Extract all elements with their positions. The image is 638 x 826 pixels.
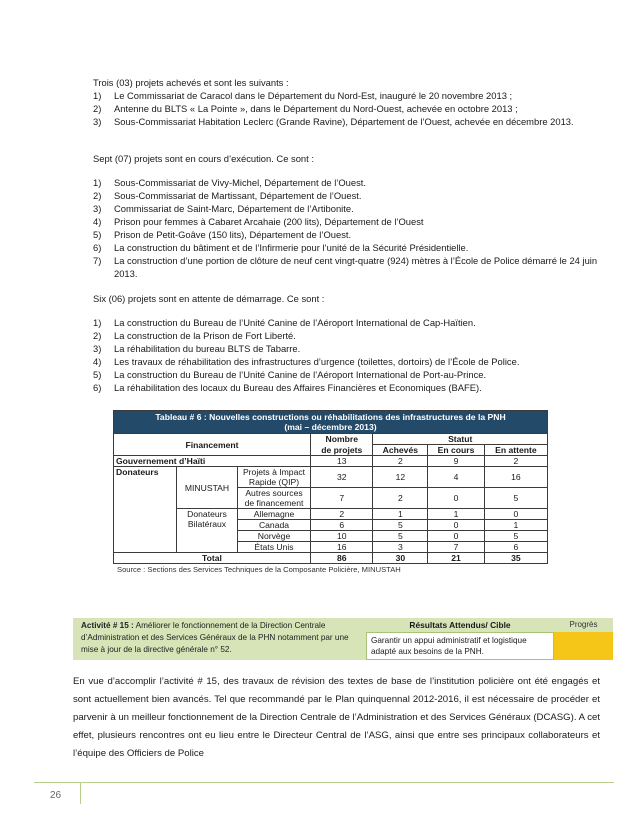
header-financement: Financement [114, 434, 311, 456]
table-cell: 7 [428, 542, 485, 553]
completed-projects-section [93, 76, 598, 128]
table-cell: 86 [311, 553, 373, 564]
table-subtitle: (mai – décembre 2013) [284, 422, 377, 432]
table-row [114, 509, 548, 520]
header-en-cours: En cours [428, 445, 485, 456]
table-6 [113, 410, 548, 574]
activity-description [73, 618, 366, 660]
progress-indicator [554, 632, 613, 660]
table-cell: 4 [428, 467, 485, 488]
table-row [114, 456, 548, 467]
table-cell: 1 [373, 509, 428, 520]
table-cell: 0 [428, 520, 485, 531]
table-cell: 1 [428, 509, 485, 520]
row-label: États Unis [238, 542, 311, 553]
table-cell: 2 [373, 488, 428, 509]
row-label: Projets à Impact Rapide (QIP) [238, 467, 311, 488]
table-cell: 30 [373, 553, 428, 564]
list-item: 3) Commissariat de Saint-Marc, Département de l’Artibonite. [93, 203, 354, 214]
pending-projects-section [93, 292, 598, 394]
total-label: Total [114, 553, 311, 564]
list-item: 5) La construction du Bureau de l’Unité Canine de l’Aéroport International de Port-au-Prince. [93, 369, 487, 380]
row-label: Donateurs Bilatéraux [177, 509, 238, 553]
completed-projects-intro: Trois (03) projets achevés et sont les suivants : [93, 77, 289, 88]
table-title-row [114, 411, 548, 434]
list-item: 2) Sous-Commissariat de Martissant, Département de l’Ouest. [93, 190, 362, 201]
table-cell: 7 [311, 488, 373, 509]
table-cell: 0 [428, 531, 485, 542]
table-cell: 0 [484, 509, 547, 520]
closing-paragraph: En vue d’accomplir l’activité # 15, des travaux de révision des textes de base de l’institution policière ont été engagés et sont actuellement bien avancés. Tel que recommandé par le Plan quinquennal 2012-2016, il est nécessaire de procéder et parvenir à un meilleur fonctionnement de la Direction Centrale de l’Administration et des Services Généraux (DCASG). A cet effet, plusieurs rencontres ont eu lieu entre le Directeur Central de l’ASG, ainsi que entre ses principaux collaborateurs et l’équipe des Officiers de Police [73, 676, 600, 759]
list-item: 7) La construction d’une portion de clôture de neuf cent vingt-quatre (924) mètres à l’École de Police démarré le 24 juin 2013. [93, 255, 598, 279]
table-header-row [114, 434, 548, 445]
table-cell: 10 [311, 531, 373, 542]
header-statut: Statut [373, 434, 548, 445]
page-number: 26 [50, 790, 62, 801]
pending-projects-intro: Six (06) projets sont en attente de démarrage. Ce sont : [93, 293, 325, 304]
row-label: Allemagne [238, 509, 311, 520]
table-cell: 1 [484, 520, 547, 531]
table-cell: 35 [484, 553, 547, 564]
table-cell: 13 [311, 456, 373, 467]
table-cell: 5 [373, 531, 428, 542]
list-item: 3) Sous-Commissariat Habitation Leclerc (Grande Ravine), Département de l’Ouest, achevée en décembre 2013. [93, 116, 574, 127]
results-header: Résultats Attendus/ Cible [366, 618, 554, 632]
table-cell: 2 [484, 456, 547, 467]
table-cell: 16 [311, 542, 373, 553]
table-row [114, 467, 548, 488]
activity-label: Activité # 15 : [81, 621, 134, 630]
row-label: Canada [238, 520, 311, 531]
table-cell: 5 [484, 531, 547, 542]
pending-projects-list [93, 316, 598, 394]
table-cell: 2 [311, 509, 373, 520]
list-item: 4) Prison pour femmes à Cabaret Arcahaie (200 lits), Département de l’Ouest [93, 216, 424, 227]
table-cell: 21 [428, 553, 485, 564]
list-item: 1) Sous-Commissariat de Vivy-Michel, Département de l’Ouest. [93, 177, 367, 188]
table-cell: 5 [373, 520, 428, 531]
table-title: Tableau # 6 : Nouvelles constructions ou réhabilitations des infrastructures de la PNH [155, 412, 506, 422]
table-cell: 3 [373, 542, 428, 553]
ongoing-projects-section [93, 152, 598, 280]
table-cell: 9 [428, 456, 485, 467]
list-item: 2) La construction de la Prison de Fort Liberté. [93, 330, 296, 341]
ongoing-projects-list [93, 176, 598, 280]
total-row [114, 553, 548, 564]
table-cell: 6 [311, 520, 373, 531]
list-item: 3) La réhabilitation du bureau BLTS de Tabarre. [93, 343, 301, 354]
activity-box [73, 618, 613, 660]
footer-divider [34, 782, 614, 783]
row-label: MINUSTAH [177, 467, 238, 509]
table-cell: 32 [311, 467, 373, 488]
completed-projects-list [93, 89, 598, 128]
table-cell: 6 [484, 542, 547, 553]
results-text: Garantir un appui administratif et logistique adapté aux besoins de la PNH. [366, 632, 554, 660]
progress-header: Progrès [554, 618, 613, 632]
header-acheves: Achevés [373, 445, 428, 456]
list-item: 5) Prison de Petit-Goâve (150 lits), Département de l’Ouest. [93, 229, 352, 240]
list-item: 1) Le Commissariat de Caracol dans le Département du Nord-Est, inauguré le 20 novembre 2013 ; [93, 90, 513, 101]
header-nombre: Nombre [311, 434, 373, 445]
activity-text: Améliorer le fonctionnement de la Direction Centrale d’Administration et des Services Généraux de la PHN notamment par une mise à jour de la directive générale n° 52. [81, 621, 349, 654]
list-item: 6) La réhabilitation des locaux du Bureau des Affaires Financières et Economiques (BAFE). [93, 382, 482, 393]
list-item: 2) Antenne du BLTS « La Pointe », dans le Département du Nord-Ouest, achevée en octobre 2013 ; [93, 103, 518, 114]
table-cell: 0 [428, 488, 485, 509]
table-cell: 16 [484, 467, 547, 488]
row-label: Donateurs [114, 467, 177, 553]
table-source-note: Source : Sections des Services Techniques de la Composante Policière, MINUSTAH [117, 565, 401, 574]
table-cell: 12 [373, 467, 428, 488]
ongoing-projects-intro: Sept (07) projets sont en cours d’exécution. Ce sont : [93, 153, 314, 164]
header-de-projets: de projets [311, 445, 373, 456]
row-label: Gouvernement d’Haïti [114, 456, 311, 467]
table-cell: 2 [373, 456, 428, 467]
list-item: 6) La construction du bâtiment et de l’Infirmerie pour l’unité de la Sécurité Présidentielle. [93, 242, 469, 253]
table-cell: 5 [484, 488, 547, 509]
list-item: 1) La construction du Bureau de l’Unité Canine de l’Aéroport International de Cap-Haïtien. [93, 317, 476, 328]
construction-table [113, 410, 548, 564]
list-item: 4) Les travaux de réhabilitation des infrastructures d’urgence (toilettes, dortoirs) de l’École de Police. [93, 356, 520, 367]
row-label: Autres sources de financement [238, 488, 311, 509]
header-en-attente: En attente [484, 445, 547, 456]
row-label: Norvège [238, 531, 311, 542]
